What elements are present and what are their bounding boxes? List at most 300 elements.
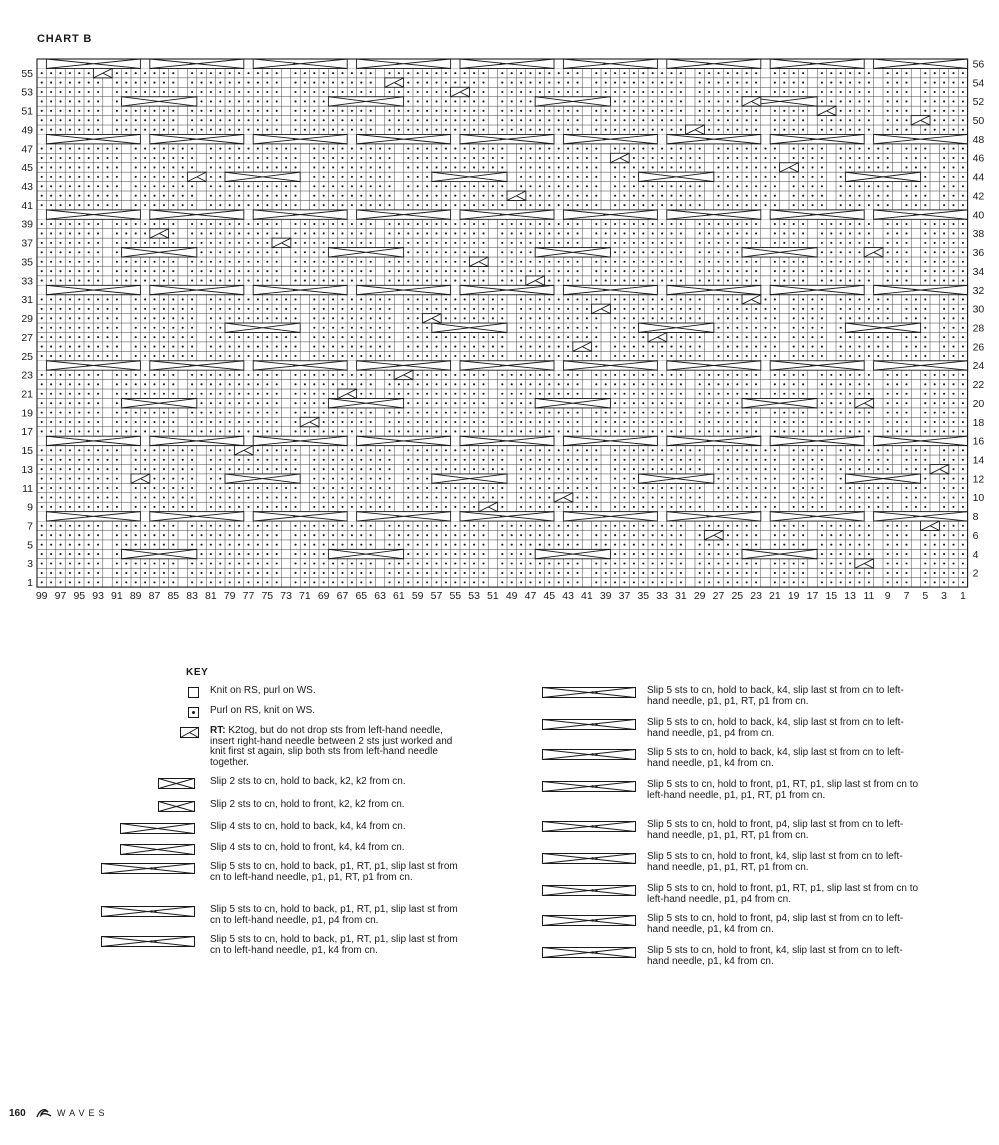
purl-dot [548, 204, 550, 206]
purl-dot [689, 298, 691, 300]
purl-dot [548, 232, 550, 234]
purl-dot [370, 336, 372, 338]
purl-dot [360, 72, 362, 74]
purl-dot [623, 478, 625, 480]
row-label-right: 28 [972, 322, 985, 335]
purl-dot [294, 110, 296, 112]
purl-dot [520, 346, 522, 348]
purl-dot [417, 251, 419, 253]
purl-dot [633, 91, 635, 93]
purl-dot [670, 166, 672, 168]
purl-dot [595, 468, 597, 470]
purl-dot [69, 478, 71, 480]
purl-dot [576, 468, 578, 470]
purl-dot [576, 430, 578, 432]
purl-dot [962, 72, 964, 74]
purl-dot [896, 544, 898, 546]
purl-dot [755, 487, 757, 489]
purl-dot [482, 430, 484, 432]
purl-dot [41, 421, 43, 423]
purl-dot [858, 119, 860, 121]
purl-dot [727, 242, 729, 244]
purl-dot [548, 195, 550, 197]
purl-dot [595, 317, 597, 319]
purl-dot [501, 496, 503, 498]
purl-dot [229, 100, 231, 102]
purl-dot [426, 506, 428, 508]
purl-dot [576, 506, 578, 508]
purl-dot [934, 280, 936, 282]
purl-dot [858, 496, 860, 498]
purl-dot [360, 525, 362, 527]
purl-dot [172, 430, 174, 432]
purl-dot [905, 581, 907, 583]
purl-dot [962, 430, 964, 432]
purl-dot [595, 82, 597, 84]
purl-dot [868, 487, 870, 489]
purl-dot [41, 82, 43, 84]
purl-dot [746, 383, 748, 385]
purl-dot [398, 129, 400, 131]
purl-dot [219, 251, 221, 253]
purl-dot [915, 185, 917, 187]
row-label-right: 4 [972, 548, 979, 561]
purl-dot [501, 487, 503, 489]
purl-dot [191, 525, 193, 527]
purl-dot [680, 270, 682, 272]
purl-dot [276, 421, 278, 423]
purl-dot [548, 110, 550, 112]
purl-dot [257, 544, 259, 546]
purl-dot [793, 393, 795, 395]
purl-dot [276, 82, 278, 84]
purl-dot [849, 402, 851, 404]
purl-dot [257, 421, 259, 423]
purl-dot [661, 119, 663, 121]
purl-dot [50, 346, 52, 348]
purl-dot [172, 336, 174, 338]
key-text: Slip 4 sts to cn, hold to front, k4, k4 from cn. [210, 842, 405, 853]
purl-dot [163, 336, 165, 338]
purl-dot [905, 166, 907, 168]
purl-dot [689, 346, 691, 348]
purl-dot [407, 110, 409, 112]
purl-dot [163, 110, 165, 112]
purl-dot [755, 430, 757, 432]
purl-dot [360, 308, 362, 310]
purl-dot [492, 336, 494, 338]
purl-dot [276, 148, 278, 150]
purl-dot [905, 185, 907, 187]
purl-dot [351, 449, 353, 451]
purl-dot [473, 223, 475, 225]
purl-dot [642, 459, 644, 461]
stitch-number-label: 49 [505, 590, 518, 603]
purl-dot [153, 468, 155, 470]
purl-dot [905, 82, 907, 84]
purl-dot [717, 232, 719, 234]
cable-purl-dot [914, 364, 916, 366]
purl-dot [41, 242, 43, 244]
purl-dot [614, 91, 616, 93]
5-5-lc-k4-k4-icon [542, 947, 637, 958]
purl-dot [868, 204, 870, 206]
purl-dot [633, 280, 635, 282]
5-5-lc-rt-p4-icon [542, 885, 637, 896]
purl-dot [849, 487, 851, 489]
purl-dot [332, 270, 334, 272]
purl-dot [868, 308, 870, 310]
purl-dot [276, 223, 278, 225]
purl-dot [341, 525, 343, 527]
purl-dot [266, 110, 268, 112]
purl-dot [840, 185, 842, 187]
purl-dot [520, 468, 522, 470]
purl-dot [962, 204, 964, 206]
purl-dot [567, 336, 569, 338]
purl-dot [877, 298, 879, 300]
purl-dot [360, 82, 362, 84]
purl-dot [426, 308, 428, 310]
purl-dot [332, 195, 334, 197]
purl-dot [689, 487, 691, 489]
purl-dot [586, 317, 588, 319]
purl-dot [304, 412, 306, 414]
purl-dot [88, 91, 90, 93]
purl-dot [88, 298, 90, 300]
purl-dot [351, 195, 353, 197]
purl-dot [464, 430, 466, 432]
purl-dot [501, 261, 503, 263]
purl-dot [247, 280, 249, 282]
purl-dot [106, 157, 108, 159]
purl-dot [210, 176, 212, 178]
purl-dot [952, 148, 954, 150]
purl-dot [106, 449, 108, 451]
purl-dot [370, 242, 372, 244]
purl-dot [830, 534, 832, 536]
purl-dot [755, 478, 757, 480]
purl-dot [633, 176, 635, 178]
purl-dot [332, 204, 334, 206]
purl-dot [736, 581, 738, 583]
purl-dot [379, 459, 381, 461]
purl-dot [294, 487, 296, 489]
purl-dot [492, 195, 494, 197]
purl-dot [257, 412, 259, 414]
purl-dot [247, 553, 249, 555]
purl-dot [332, 487, 334, 489]
purl-dot [219, 110, 221, 112]
purl-dot [680, 242, 682, 244]
purl-dot [614, 525, 616, 527]
purl-dot [962, 468, 964, 470]
purl-dot [445, 544, 447, 546]
purl-dot [699, 82, 701, 84]
purl-dot [689, 449, 691, 451]
purl-dot [88, 506, 90, 508]
purl-dot [887, 91, 889, 93]
purl-dot [59, 148, 61, 150]
purl-dot [849, 553, 851, 555]
purl-dot [661, 148, 663, 150]
purl-dot [417, 195, 419, 197]
purl-dot [595, 412, 597, 414]
row-label-right: 26 [972, 341, 985, 354]
purl-dot [661, 421, 663, 423]
purl-dot [153, 430, 155, 432]
purl-dot [670, 223, 672, 225]
purl-dot [125, 430, 127, 432]
purl-dot [614, 383, 616, 385]
purl-dot [830, 280, 832, 282]
purl-dot [558, 72, 560, 74]
purl-dot [388, 129, 390, 131]
purl-dot [210, 119, 212, 121]
purl-dot [332, 534, 334, 536]
purl-dot [88, 459, 90, 461]
purl-dot [153, 562, 155, 564]
purl-dot [229, 421, 231, 423]
purl-dot [88, 553, 90, 555]
purl-dot [821, 553, 823, 555]
purl-dot [567, 195, 569, 197]
purl-dot [88, 572, 90, 574]
purl-dot [539, 204, 541, 206]
purl-dot [661, 383, 663, 385]
purl-dot [229, 242, 231, 244]
purl-dot [182, 506, 184, 508]
purl-dot [294, 157, 296, 159]
purl-dot [247, 308, 249, 310]
purl-dot [135, 374, 137, 376]
cable-purl-dot [86, 440, 88, 442]
purl-dot [370, 72, 372, 74]
purl-dot [163, 412, 165, 414]
purl-dot [426, 383, 428, 385]
purl-dot [774, 562, 776, 564]
purl-dot [511, 525, 513, 527]
purl-dot [595, 166, 597, 168]
purl-dot [614, 374, 616, 376]
purl-dot [511, 261, 513, 263]
purl-dot [529, 562, 531, 564]
purl-dot [868, 280, 870, 282]
cable-purl-dot [190, 515, 192, 517]
purl-dot [247, 82, 249, 84]
purl-dot [435, 544, 437, 546]
purl-dot [736, 82, 738, 84]
purl-dot [304, 280, 306, 282]
purl-dot [736, 374, 738, 376]
purl-dot [915, 317, 917, 319]
purl-dot [924, 459, 926, 461]
purl-dot [229, 204, 231, 206]
purl-dot [482, 496, 484, 498]
purl-dot [144, 308, 146, 310]
purl-dot [774, 308, 776, 310]
purl-dot [78, 298, 80, 300]
purl-dot [952, 119, 954, 121]
purl-dot [88, 223, 90, 225]
purl-dot [304, 242, 306, 244]
purl-dot [41, 374, 43, 376]
purl-dot [266, 553, 268, 555]
purl-dot [135, 534, 137, 536]
purl-dot [717, 308, 719, 310]
purl-dot [642, 393, 644, 395]
purl-dot [407, 91, 409, 93]
purl-dot [59, 204, 61, 206]
purl-dot [887, 459, 889, 461]
purl-dot [727, 82, 729, 84]
purl-dot [454, 129, 456, 131]
purl-dot [501, 525, 503, 527]
purl-dot [802, 232, 804, 234]
purl-dot [567, 298, 569, 300]
purl-dot [351, 280, 353, 282]
purl-dot [642, 336, 644, 338]
purl-dot [464, 185, 466, 187]
purl-dot [435, 346, 437, 348]
purl-dot [962, 449, 964, 451]
purl-dot [323, 327, 325, 329]
purl-dot [41, 402, 43, 404]
purl-dot [501, 572, 503, 574]
purl-dot [492, 308, 494, 310]
purl-dot [247, 317, 249, 319]
purl-dot [924, 449, 926, 451]
purl-dot [952, 91, 954, 93]
purl-dot [633, 346, 635, 348]
purl-dot [257, 82, 259, 84]
purl-dot [238, 402, 240, 404]
purl-dot [210, 251, 212, 253]
purl-dot [539, 242, 541, 244]
purl-dot [454, 562, 456, 564]
purl-dot [257, 119, 259, 121]
purl-dot [351, 487, 353, 489]
key-text: Slip 5 sts to cn, hold to front, p4, slip last st from cn to left-hand needle, p1, p1, RT, p1 from cn. [647, 819, 904, 841]
purl-dot [153, 572, 155, 574]
purl-dot [840, 91, 842, 93]
purl-dot [360, 185, 362, 187]
purl-dot [905, 298, 907, 300]
row-label-right: 20 [972, 397, 985, 410]
purl-dot [699, 270, 701, 272]
purl-dot [539, 327, 541, 329]
purl-dot [905, 242, 907, 244]
5-5-rc-rt-rt-icon [101, 863, 196, 874]
purl-dot [821, 185, 823, 187]
purl-dot [59, 478, 61, 480]
purl-dot [219, 421, 221, 423]
purl-dot [858, 374, 860, 376]
purl-dot [501, 308, 503, 310]
purl-dot [41, 393, 43, 395]
knit-square-icon [188, 687, 199, 698]
purl-dot [407, 251, 409, 253]
purl-dot [257, 506, 259, 508]
purl-dot [793, 148, 795, 150]
purl-dot [595, 459, 597, 461]
purl-dot [144, 496, 146, 498]
purl-dot [388, 336, 390, 338]
purl-dot [172, 562, 174, 564]
purl-dot [943, 478, 945, 480]
purl-dot [247, 148, 249, 150]
stitch-number-label: 21 [769, 590, 781, 603]
purl-dot [191, 232, 193, 234]
purl-dot [247, 251, 249, 253]
purl-dot [407, 129, 409, 131]
purl-dot [623, 327, 625, 329]
purl-dot [323, 91, 325, 93]
purl-dot [69, 166, 71, 168]
purl-dot [435, 506, 437, 508]
purl-dot [464, 298, 466, 300]
purl-dot [445, 449, 447, 451]
purl-dot [398, 242, 400, 244]
purl-dot [558, 412, 560, 414]
purl-dot [78, 430, 80, 432]
purl-dot [41, 525, 43, 527]
purl-dot [746, 204, 748, 206]
purl-dot [793, 355, 795, 357]
purl-dot [238, 421, 240, 423]
purl-dot [943, 72, 945, 74]
purl-dot [454, 459, 456, 461]
purl-dot [482, 553, 484, 555]
purl-dot [247, 298, 249, 300]
purl-dot [276, 100, 278, 102]
purl-dot [473, 449, 475, 451]
purl-dot [802, 449, 804, 451]
purl-dot [520, 119, 522, 121]
purl-dot [633, 553, 635, 555]
purl-dot [473, 496, 475, 498]
purl-dot [323, 525, 325, 527]
purl-dot [943, 232, 945, 234]
purl-dot [746, 223, 748, 225]
purl-dot [257, 232, 259, 234]
purl-dot [398, 393, 400, 395]
purl-dot [323, 204, 325, 206]
row-label-right: 34 [972, 265, 985, 278]
purl-dot [962, 91, 964, 93]
purl-dot [135, 308, 137, 310]
purl-dot [746, 232, 748, 234]
purl-dot [210, 261, 212, 263]
purl-dot [78, 72, 80, 74]
purl-dot [313, 308, 315, 310]
purl-dot [426, 336, 428, 338]
purl-dot [219, 119, 221, 121]
purl-dot [341, 157, 343, 159]
purl-dot [670, 346, 672, 348]
purl-dot [548, 327, 550, 329]
purl-dot [379, 166, 381, 168]
purl-dot [774, 261, 776, 263]
purl-dot [200, 251, 202, 253]
purl-dot [868, 412, 870, 414]
purl-dot [341, 119, 343, 121]
purl-dot [793, 195, 795, 197]
purl-dot [435, 562, 437, 564]
purl-dot [623, 298, 625, 300]
purl-dot [755, 374, 757, 376]
purl-dot [153, 336, 155, 338]
